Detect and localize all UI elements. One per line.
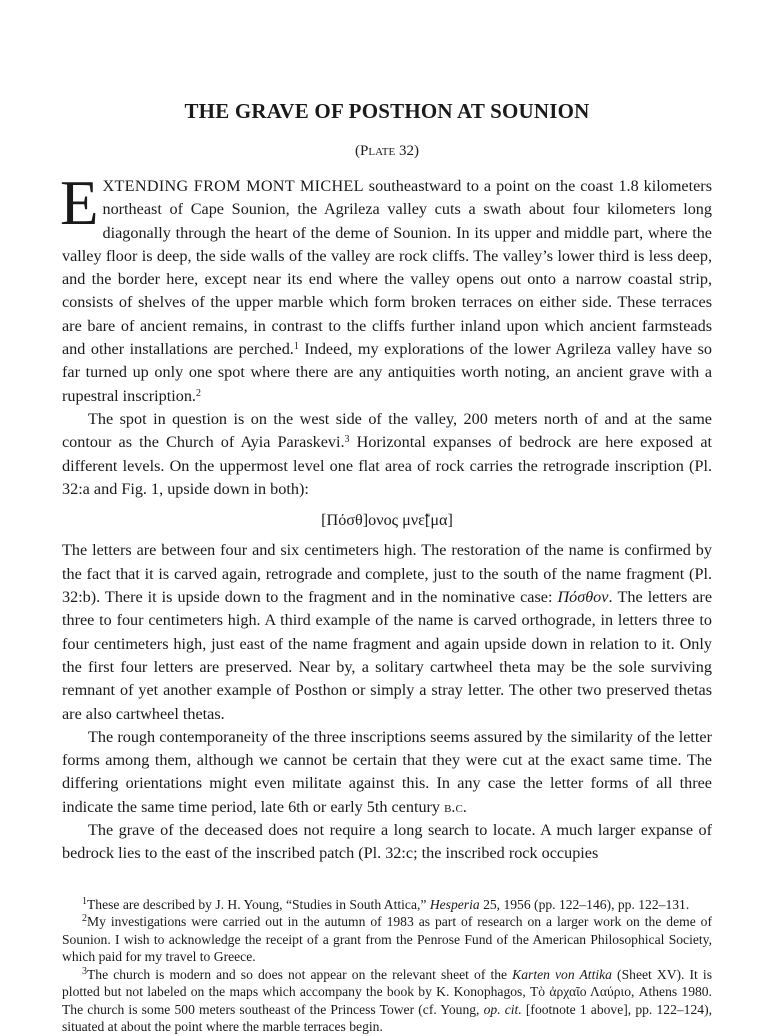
- map-title: Karten von Attika: [512, 966, 612, 982]
- paragraph-text: The rough contemporaneity of the three inscriptions seems assured by the similarity of the letter forms among them, although we cannot be certain that they were cut at the exact same time. The differing orientations might even militate against this. In any case the letter forms of all three indicate the same time period, late 6th or early 5th century: [62, 727, 712, 816]
- paragraph-5: [62, 819, 712, 866]
- footnotes: [62, 896, 712, 1036]
- paragraph-text: . The letters are three to four centimeters high. A third example of the name is carved orthograde, in letters three to four centimeters high, just east of the name fragment and again upside down in relation to it. Only the first four letters are preserved. Near by, a solitary cartwheel theta may be the sole surviving remnant of yet another example of Posthon or simply a stray letter. The other two preserved thetas are also cartwheel thetas.: [62, 588, 713, 723]
- footnote-text: The church is modern and so does not appear on the relevant sheet of the: [87, 966, 513, 982]
- paragraph-text: southeastward to a point on the coast 1.8 kilometers northeast of Cape Sounion, the Agrileza valley cuts a swath about four kilometers long diagonally through the heart of the deme of Sounion. In its upper and middle part, where the valley floor is deep, the side walls of the valley are rock cliffs. The valley’s lower third is less deep, and the border here, except near its end where the valley opens out onto a narrow coastal strip, consists of shelves of the upper marble which form broken terraces on either side. These terraces are bare of ancient remains, in contrast to the cliffs further inland upon which ancient farmsteads and other installations are perched.: [62, 177, 712, 359]
- article-body: [60, 168, 713, 866]
- op-cit: op. cit.: [483, 1001, 522, 1017]
- footnote-1: [62, 896, 712, 914]
- article-title: THE GRAVE OF POSTHON AT SOUNION: [184, 99, 590, 123]
- paragraph-text: The letters are between four and six centimeters high. The restoration of the name is confirmed by the fact that it is carved again, retrograde and complete, just to the south of the name fragment (Pl. 32:b). There it is upside down to the fragment and in the nominative case:: [62, 541, 712, 607]
- greek-name: Πόσθον: [557, 588, 609, 607]
- footnote-number: 2: [82, 913, 87, 925]
- plate-reference: (Plate 32): [355, 143, 419, 159]
- paragraph-text: The grave of the deceased does not require a long search to locate. A much larger expanse of bedrock lies to the east of the inscribed patch (Pl. 32:c; the inscribed rock occupies: [62, 821, 712, 863]
- paragraph-1: [60, 168, 712, 408]
- footnote-ref-2: 2: [195, 387, 201, 399]
- era-abbrev: b.c.: [444, 797, 467, 816]
- footnote-text: My investigations were carried out in the autumn of 1983 as part of research on a larger work on the deme of Sounion. I wish to acknowledge the receipt of a grant from the Penrose Fund of the American Philosophical Society, which paid for my travel to Greece.: [62, 914, 712, 965]
- lead-in: XTENDING FROM MONT MICHEL: [102, 177, 364, 195]
- footnote-ref-3: 3: [344, 434, 350, 446]
- paragraph-3: [62, 539, 712, 725]
- journal-title: Hesperia: [429, 896, 480, 912]
- paragraph-text: Indeed, my explorations of the lower Agrileza valley have so far turned up only one spot where there are any antiquities worth noting, an ancient grave with a rupestral inscription.: [62, 340, 712, 405]
- footnote-ref-1: 1: [293, 341, 299, 353]
- footnote-text: 25, 1956 (pp. 122–146), pp. 122–131.: [479, 896, 690, 912]
- paragraph-text: The spot in question is on the west side of the valley, 200 meters north of and at the same contour as the Church of Ayia Paraskevi.: [62, 409, 712, 452]
- footnote-text: (Sheet XV). It is plotted but not labeled on the maps which accompany the book by K. Konophagos,: [62, 966, 712, 1000]
- drop-cap: E: [60, 168, 99, 238]
- paragraph-2: [62, 408, 712, 501]
- footnote-text: [footnote 1 above], pp. 122–124), situated at about the point where the marble terraces begin.: [62, 1001, 712, 1035]
- greek-book-title: Τὸ ἀρχαῖο Λαύριο: [529, 984, 631, 1000]
- footnote-2: [62, 913, 712, 966]
- footnote-number: 3: [82, 965, 87, 977]
- paragraph-4: [62, 726, 712, 819]
- footnote-number: 1: [82, 895, 87, 907]
- paragraph-text: Horizontal expanses of bedrock are here exposed at different levels. On the uppermost level one flat area of rock carries the retrograde inscription (Pl. 32:a and Fig. 1, upside down in both):: [62, 433, 712, 498]
- footnote-3: [62, 966, 712, 1036]
- footnote-text: , Athens 1980. The church is some 500 meters southeast of the Princess Tower (cf. Young,: [62, 984, 712, 1017]
- page: [62, 98, 712, 1036]
- greek-inscription: [Πόσθ]ονος μνε̃[μα]: [321, 511, 453, 530]
- footnote-text: These are described by J. H. Young, “Studies in South Attica,”: [87, 896, 430, 912]
